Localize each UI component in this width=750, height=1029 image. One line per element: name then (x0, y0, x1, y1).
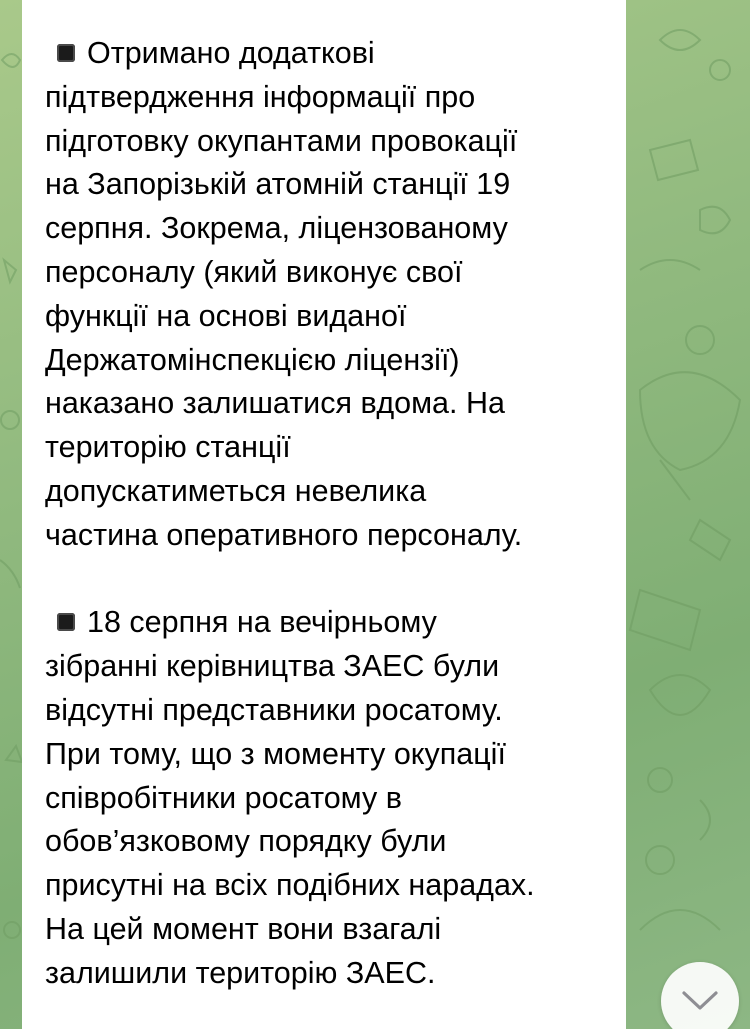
message-paragraph-2 (45, 601, 615, 995)
message-line: відсутні представники росатому. (45, 692, 503, 727)
message-line: персоналу (який виконує свої (45, 254, 463, 289)
message-line: Отримано додаткові (45, 32, 615, 76)
message-line: територію станції (45, 430, 291, 465)
black-square-icon (57, 613, 75, 631)
black-square-icon (57, 44, 75, 62)
chevron-down-icon (680, 989, 720, 1013)
message-line: допускатиметься невелика (45, 473, 427, 508)
message-line: частина оперативного персоналу. (45, 517, 523, 552)
message-line: підготовку окупантами провокації (45, 123, 518, 158)
message-line: наказано залишатися вдома. На (45, 386, 505, 421)
message-line: серпня. Зокрема, ліцензованому (45, 211, 508, 246)
message-line: функції на основі виданої (45, 298, 407, 333)
message-line: Держатомінспекцією ліцензії) (45, 342, 460, 377)
message-line: присутні на всіх подібних нарадах. (45, 868, 535, 903)
message-line: співробітники росатому в (45, 780, 402, 815)
message-text (45, 32, 615, 996)
message-line: зібранні керівництва ЗАЕС були (45, 649, 500, 684)
message-paragraph-1 (45, 32, 615, 558)
message-line: обов’язковому порядку були (45, 824, 447, 859)
message-line: При тому, що з моменту окупації (45, 736, 506, 771)
message-line: підтвердження інформації про (45, 79, 476, 114)
message-line: 18 серпня на вечірньому (45, 601, 615, 645)
message-line: На цей момент вони взагалі (45, 911, 442, 946)
message-line: на Запорізькій атомній станції 19 (45, 167, 511, 202)
message-line: залишили територію ЗАЕС. (45, 955, 436, 990)
